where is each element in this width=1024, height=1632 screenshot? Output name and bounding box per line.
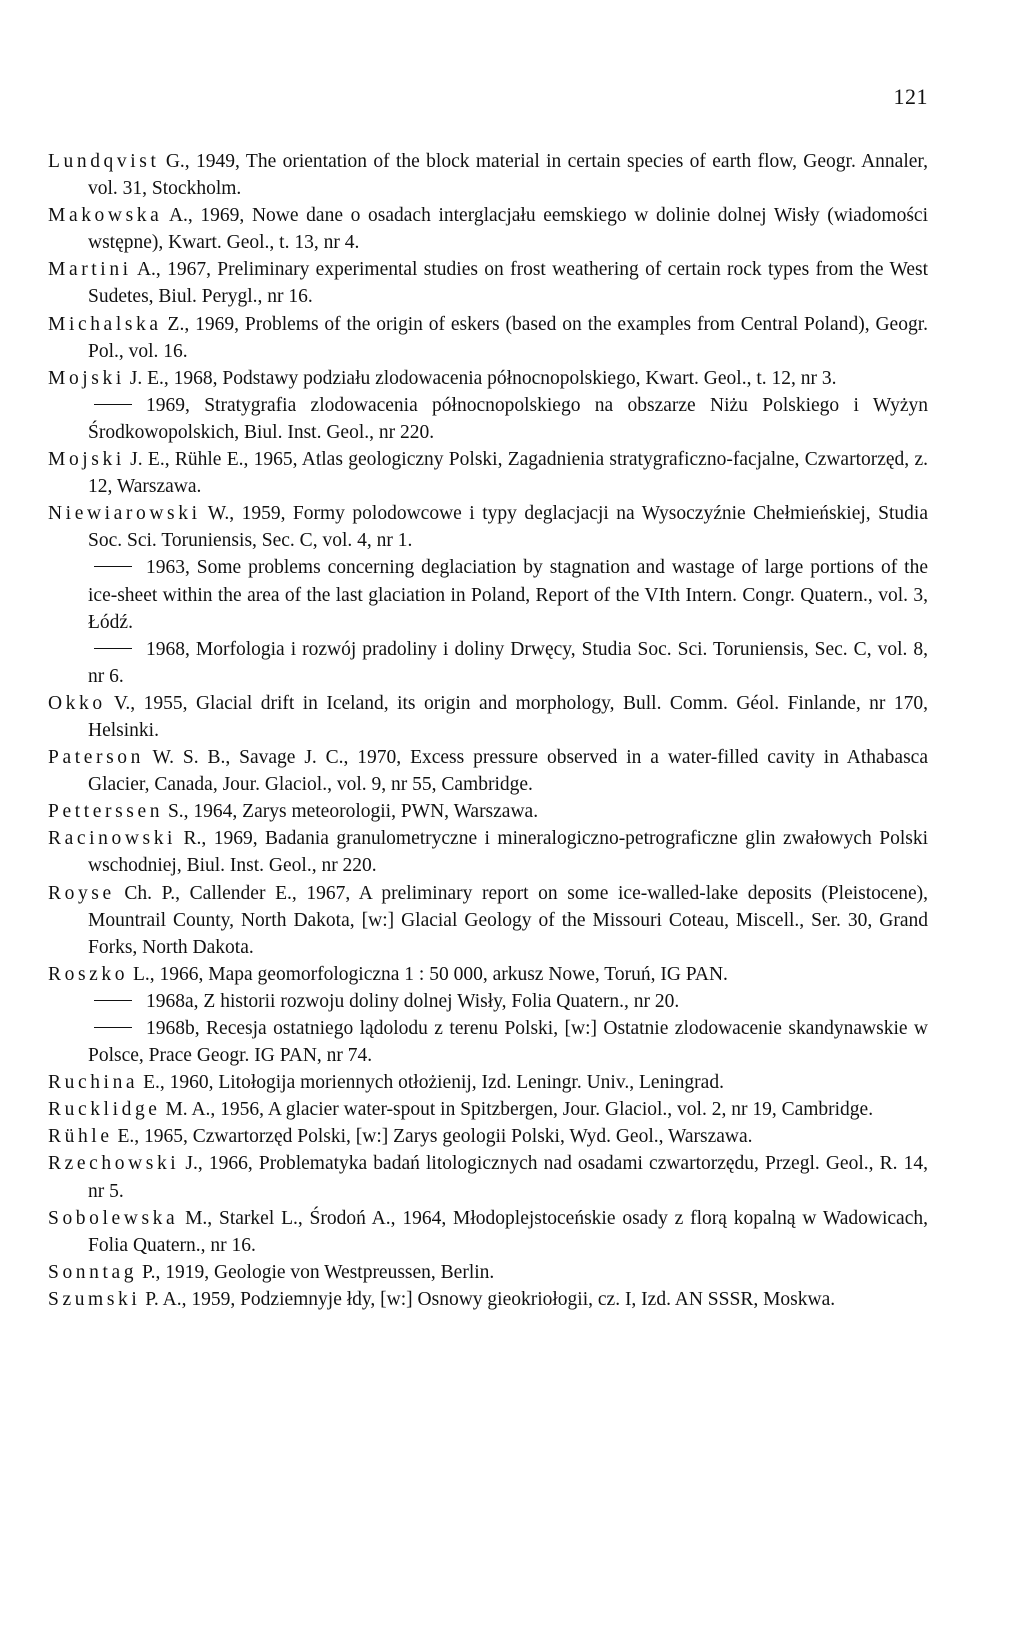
reference-text: Ch. P., Callender E., 1967, A preliminary report on some ice-walled-lake deposits (Pleistocene), Mountrail County, North Dakota, [w:] Glacial Geology of the Missouri Coteau, Miscell., Ser. 30, Grand Forks, North Dakota. — [88, 882, 928, 958]
reference-text: L., 1966, Mapa geomorfologiczna 1 : 50 000, arkusz Nowe, Toruń, IG PAN. — [128, 963, 728, 985]
ditto-dash — [94, 404, 132, 405]
reference-text: 1968b, Recesja ostatniego lądolodu z terenu Polski, [w:] Ostatnie zlodowacenie skandynawskie w Polsce, Prace Geogr. IG PAN, nr 74. — [88, 1018, 928, 1067]
reference-author: Roszko — [48, 963, 129, 985]
reference-author: Mojski — [48, 367, 125, 389]
reference-entry — [48, 202, 928, 256]
ditto-dash — [94, 648, 132, 649]
reference-author: Mojski — [48, 449, 125, 471]
reference-author: Sobolewska — [48, 1207, 179, 1229]
reference-author: Ruchina — [48, 1072, 139, 1094]
reference-entry — [48, 446, 928, 500]
reference-text: W., 1959, Formy polodowcowe i typy deglacjacji na Wysoczyźnie Chełmieńskiej, Studia Soc. Sci. Toruniensis, Sec. C, vol. 4, nr 1. — [88, 503, 928, 552]
reference-entry — [48, 311, 928, 365]
reference-entry — [48, 744, 928, 798]
reference-entry — [48, 365, 928, 392]
reference-entry — [48, 798, 928, 825]
reference-entry — [48, 880, 928, 961]
reference-entry — [48, 500, 928, 554]
reference-entry — [48, 1096, 928, 1123]
reference-entry — [48, 1259, 928, 1286]
reference-author: Michalska — [48, 313, 162, 335]
ditto-dash — [94, 566, 132, 567]
reference-text: R., 1969, Badania granulometryczne i mineralogiczno-petrograficzne glin zwałowych Polski wschodniej, Biul. Inst. Geol., nr 220. — [88, 828, 928, 877]
reference-text: 1968a, Z historii rozwoju doliny dolnej Wisły, Folia Quatern., nr 20. — [146, 990, 680, 1012]
reference-author: Niewiarowski — [48, 503, 201, 525]
reference-author: Paterson — [48, 747, 144, 769]
reference-entry-continuation — [48, 1015, 928, 1069]
reference-text: V., 1955, Glacial drift in Iceland, its origin and morphology, Bull. Comm. Géol. Finlande, nr 170, Helsinki. — [88, 692, 928, 741]
ditto-dash — [94, 1000, 132, 1001]
reference-text: P., 1919, Geologie von Westpreussen, Berlin. — [137, 1261, 495, 1283]
reference-author: Szumski — [48, 1288, 141, 1310]
ditto-dash — [94, 1027, 132, 1028]
reference-text: W. S. B., Savage J. C., 1970, Excess pressure observed in a water-filled cavity in Athabasca Glacier, Canada, Jour. Glaciol., vol. 9, nr 55, Cambridge. — [88, 747, 928, 796]
reference-text: J. E., 1968, Podstawy podziału zlodowacenia północnopolskiego, Kwart. Geol., t. 12, nr 3. — [124, 367, 837, 389]
reference-text: M. A., 1956, A glacier water-spout in Spitzbergen, Jour. Glaciol., vol. 2, nr 19, Cambridge. — [160, 1099, 874, 1121]
reference-entry — [48, 825, 928, 879]
reference-entry — [48, 1205, 928, 1259]
reference-entry — [48, 256, 928, 310]
reference-entry — [48, 148, 928, 202]
reference-text: S., 1964, Zarys meteorologii, PWN, Warszawa. — [163, 801, 539, 823]
reference-author: Royse — [48, 882, 115, 904]
reference-author: Racinowski — [48, 828, 177, 850]
page-number: 121 — [893, 84, 928, 109]
reference-list — [48, 148, 928, 1313]
reference-entry — [48, 1123, 928, 1150]
reference-entry — [48, 1069, 928, 1096]
reference-text: J., 1966, Problematyka badań litologicznych nad osadami czwartorzędu, Przegl. Geol., R. 14, nr 5. — [88, 1153, 928, 1202]
reference-entry — [48, 1286, 928, 1313]
reference-text: 1969, Stratygrafia zlodowacenia północnopolskiego na obszarze Niżu Polskiego i Wyżyn Środkowopolskich, Biul. Inst. Geol., nr 220. — [88, 394, 928, 443]
reference-text: P. A., 1959, Podziemnyje łdy, [w:] Osnowy gieokriołogii, cz. I, Izd. AN SSSR, Moskwa. — [140, 1288, 836, 1310]
reference-text: E., 1965, Czwartorzęd Polski, [w:] Zarys geologii Polski, Wyd. Geol., Warszawa. — [112, 1126, 753, 1148]
reference-entry-continuation — [48, 554, 928, 635]
reference-text: 1968, Morfologia i rozwój pradoliny i doliny Drwęcy, Studia Soc. Sci. Toruniensis, Sec. C, vol. 8, nr 6. — [88, 638, 928, 687]
reference-text: E., 1960, Litołogija moriennych otłożienij, Izd. Leningr. Univ., Leningrad. — [138, 1072, 724, 1094]
reference-author: Rühle — [48, 1126, 113, 1148]
reference-entry — [48, 1150, 928, 1204]
reference-author: Martini — [48, 259, 132, 281]
reference-text: A., 1969, Nowe dane o osadach interglacjału eemskiego w dolinie dolnej Wisły (wiadomości wstępne), Kwart. Geol., t. 13, nr 4. — [88, 205, 928, 254]
reference-author: Rucklidge — [48, 1099, 161, 1121]
reference-author: Sonntag — [48, 1261, 138, 1283]
reference-author: Makowska — [48, 205, 163, 227]
reference-entry-continuation — [48, 988, 928, 1015]
reference-author: Rzechowski — [48, 1153, 180, 1175]
reference-text: 1963, Some problems concerning deglaciation by stagnation and wastage of large portions of the ice-sheet within the area of the last glaciation in Poland, Report of the VIth Intern. Congr. Quatern., vol. 3, Łódź. — [88, 557, 928, 633]
reference-text: G., 1949, The orientation of the block material in certain species of earth flow, Geogr. Annaler, vol. 31, Stockholm. — [88, 151, 928, 200]
reference-text: A., 1967, Preliminary experimental studies on frost weathering of certain rock types from the West Sudetes, Biul. Perygl., nr 16. — [88, 259, 928, 308]
reference-text: M., Starkel L., Środoń A., 1964, Młodoplejstoceńskie osady z florą kopalną w Wadowicach, Folia Quatern., nr 16. — [88, 1207, 928, 1256]
reference-author: Petterssen — [48, 801, 164, 823]
reference-text: J. E., Rühle E., 1965, Atlas geologiczny Polski, Zagadnienia stratygraficzno-facjalne, Czwartorzęd, z. 12, Warszawa. — [88, 449, 928, 498]
reference-entry — [48, 690, 928, 744]
reference-entry — [48, 961, 928, 988]
reference-text: Z., 1969, Problems of the origin of eskers (based on the examples from Central Poland), Geogr. Pol., vol. 16. — [88, 313, 928, 362]
reference-entry-continuation — [48, 392, 928, 446]
reference-author: Okko — [48, 692, 106, 714]
reference-entry-continuation — [48, 636, 928, 690]
reference-author: Lundqvist — [48, 151, 160, 172]
